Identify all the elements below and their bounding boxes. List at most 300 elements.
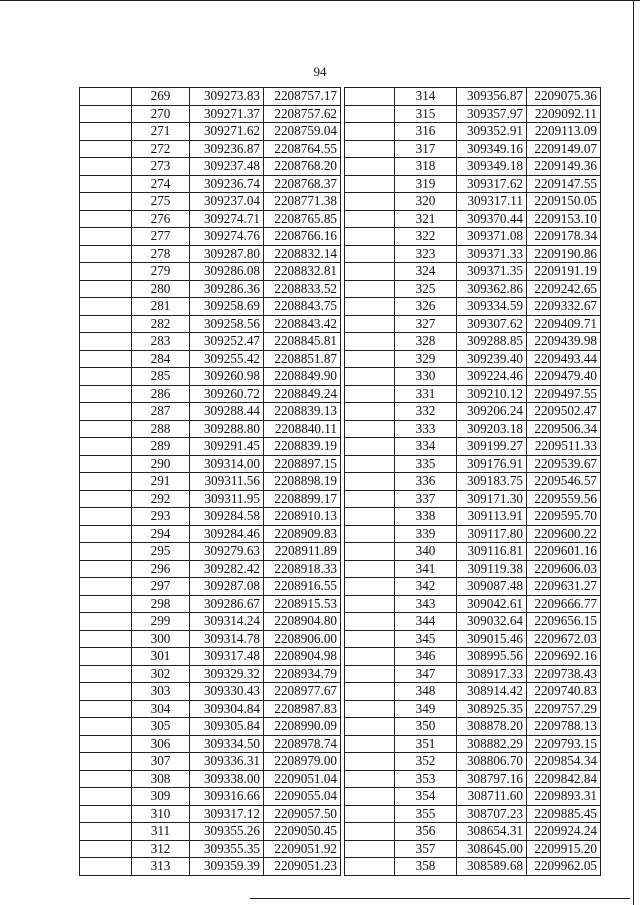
point-number-cell: 357	[395, 840, 457, 858]
y-coordinate-cell: 2209546.57	[527, 473, 601, 491]
x-coordinate-cell: 309371.08	[457, 228, 527, 246]
y-coordinate-cell: 2209092.11	[527, 105, 601, 123]
y-coordinate-cell: 2209559.56	[527, 490, 601, 508]
y-coordinate-cell: 2208990.09	[264, 718, 341, 736]
y-coordinate-cell: 2209600.22	[527, 525, 601, 543]
point-number-cell: 306	[132, 735, 190, 753]
empty-cell	[345, 210, 395, 228]
x-coordinate-cell: 309359.39	[190, 858, 264, 876]
y-coordinate-cell: 2209854.34	[527, 753, 601, 771]
empty-cell	[345, 175, 395, 193]
empty-cell	[80, 245, 132, 263]
point-number-cell: 309	[132, 788, 190, 806]
x-coordinate-cell: 309113.91	[457, 508, 527, 526]
empty-cell	[80, 525, 132, 543]
empty-cell	[80, 788, 132, 806]
table-row	[345, 630, 601, 648]
point-number-cell: 275	[132, 193, 190, 211]
empty-cell	[345, 368, 395, 386]
table-row	[80, 788, 341, 806]
table-row	[80, 228, 341, 246]
x-coordinate-cell: 309274.76	[190, 228, 264, 246]
x-coordinate-cell: 309334.59	[457, 298, 527, 316]
point-number-cell: 331	[395, 385, 457, 403]
table-row	[345, 210, 601, 228]
y-coordinate-cell: 2209692.16	[527, 648, 601, 666]
x-coordinate-cell: 309362.86	[457, 280, 527, 298]
y-coordinate-cell: 2209051.92	[264, 840, 341, 858]
x-coordinate-cell: 309042.61	[457, 595, 527, 613]
table-row	[345, 333, 601, 351]
y-coordinate-cell: 2209788.13	[527, 718, 601, 736]
empty-cell	[345, 508, 395, 526]
y-coordinate-cell: 2208833.52	[264, 280, 341, 298]
table-row	[345, 560, 601, 578]
empty-cell	[80, 158, 132, 176]
empty-cell	[345, 333, 395, 351]
x-coordinate-cell: 309336.31	[190, 753, 264, 771]
x-coordinate-cell: 309314.00	[190, 455, 264, 473]
table-row	[80, 648, 341, 666]
x-coordinate-cell: 309258.56	[190, 315, 264, 333]
point-number-cell: 326	[395, 298, 457, 316]
point-number-cell: 315	[395, 105, 457, 123]
point-number-cell: 318	[395, 158, 457, 176]
table-row	[80, 298, 341, 316]
point-number-cell: 316	[395, 123, 457, 141]
point-number-cell: 288	[132, 420, 190, 438]
table-row	[345, 368, 601, 386]
y-coordinate-cell: 2209479.40	[527, 368, 601, 386]
empty-cell	[80, 735, 132, 753]
point-number-cell: 303	[132, 683, 190, 701]
y-coordinate-cell: 2208904.98	[264, 648, 341, 666]
y-coordinate-cell: 2208910.13	[264, 508, 341, 526]
y-coordinate-cell: 2208757.17	[264, 88, 341, 106]
table-row	[80, 245, 341, 263]
table-row	[80, 805, 341, 823]
y-coordinate-cell: 2209050.45	[264, 823, 341, 841]
x-coordinate-cell: 309329.32	[190, 665, 264, 683]
empty-cell	[80, 280, 132, 298]
empty-cell	[345, 595, 395, 613]
empty-cell	[80, 403, 132, 421]
point-number-cell: 305	[132, 718, 190, 736]
empty-cell	[80, 140, 132, 158]
empty-cell	[345, 630, 395, 648]
empty-cell	[345, 578, 395, 596]
y-coordinate-cell: 2208771.38	[264, 193, 341, 211]
x-coordinate-cell: 309317.12	[190, 805, 264, 823]
x-coordinate-cell: 309314.24	[190, 613, 264, 631]
y-coordinate-cell: 2208978.74	[264, 735, 341, 753]
table-row	[80, 438, 341, 456]
x-coordinate-cell: 309260.98	[190, 368, 264, 386]
empty-cell	[80, 350, 132, 368]
x-coordinate-cell: 309260.72	[190, 385, 264, 403]
table-row	[345, 613, 601, 631]
y-coordinate-cell: 2209962.05	[527, 858, 601, 876]
point-number-cell: 336	[395, 473, 457, 491]
table-row	[80, 263, 341, 281]
table-row	[80, 683, 341, 701]
empty-cell	[80, 805, 132, 823]
empty-cell	[80, 753, 132, 771]
point-number-cell: 299	[132, 613, 190, 631]
x-coordinate-cell: 308654.31	[457, 823, 527, 841]
y-coordinate-cell: 2208918.33	[264, 560, 341, 578]
y-coordinate-cell: 2209439.98	[527, 333, 601, 351]
x-coordinate-cell: 309317.48	[190, 648, 264, 666]
y-coordinate-cell: 2209601.16	[527, 543, 601, 561]
x-coordinate-cell: 309119.38	[457, 560, 527, 578]
point-number-cell: 312	[132, 840, 190, 858]
table-row	[345, 438, 601, 456]
table-row	[80, 823, 341, 841]
empty-cell	[345, 315, 395, 333]
table-row	[345, 123, 601, 141]
y-coordinate-cell: 2208839.13	[264, 403, 341, 421]
empty-cell	[345, 438, 395, 456]
x-coordinate-cell: 309117.80	[457, 525, 527, 543]
empty-cell	[80, 105, 132, 123]
y-coordinate-cell: 2208843.42	[264, 315, 341, 333]
empty-cell	[80, 840, 132, 858]
empty-cell	[345, 823, 395, 841]
x-coordinate-cell: 309284.46	[190, 525, 264, 543]
point-number-cell: 285	[132, 368, 190, 386]
y-coordinate-cell: 2208916.55	[264, 578, 341, 596]
y-coordinate-cell: 2209332.67	[527, 298, 601, 316]
x-coordinate-cell: 309286.36	[190, 280, 264, 298]
x-coordinate-cell: 309237.04	[190, 193, 264, 211]
table-row	[80, 280, 341, 298]
y-coordinate-cell: 2209191.19	[527, 263, 601, 281]
point-number-cell: 294	[132, 525, 190, 543]
x-coordinate-cell: 309286.08	[190, 263, 264, 281]
x-coordinate-cell: 308806.70	[457, 753, 527, 771]
empty-cell	[345, 753, 395, 771]
empty-cell	[80, 420, 132, 438]
x-coordinate-cell: 309282.42	[190, 560, 264, 578]
point-number-cell: 310	[132, 805, 190, 823]
table-row	[80, 455, 341, 473]
right-rule	[633, 0, 634, 905]
table-row	[345, 858, 601, 876]
empty-cell	[345, 840, 395, 858]
empty-cell	[80, 648, 132, 666]
x-coordinate-cell: 309349.16	[457, 140, 527, 158]
table-row	[80, 543, 341, 561]
x-coordinate-cell: 309356.87	[457, 88, 527, 106]
table-row	[345, 228, 601, 246]
empty-cell	[80, 123, 132, 141]
point-number-cell: 322	[395, 228, 457, 246]
point-number-cell: 274	[132, 175, 190, 193]
point-number-cell: 277	[132, 228, 190, 246]
empty-cell	[345, 158, 395, 176]
table-row	[345, 718, 601, 736]
y-coordinate-cell: 2209493.44	[527, 350, 601, 368]
empty-cell	[345, 788, 395, 806]
empty-cell	[80, 665, 132, 683]
y-coordinate-cell: 2209051.23	[264, 858, 341, 876]
x-coordinate-cell: 309311.56	[190, 473, 264, 491]
x-coordinate-cell: 309224.46	[457, 368, 527, 386]
x-coordinate-cell: 309349.18	[457, 158, 527, 176]
y-coordinate-cell: 2209150.05	[527, 193, 601, 211]
point-number-cell: 292	[132, 490, 190, 508]
y-coordinate-cell: 2209149.36	[527, 158, 601, 176]
point-number-cell: 344	[395, 613, 457, 631]
x-coordinate-cell: 309255.42	[190, 350, 264, 368]
x-coordinate-cell: 309314.78	[190, 630, 264, 648]
point-number-cell: 346	[395, 648, 457, 666]
point-number-cell: 293	[132, 508, 190, 526]
table-row	[80, 630, 341, 648]
x-coordinate-cell: 309316.66	[190, 788, 264, 806]
point-number-cell: 290	[132, 455, 190, 473]
y-coordinate-cell: 2209153.10	[527, 210, 601, 228]
x-coordinate-cell: 309271.62	[190, 123, 264, 141]
empty-cell	[80, 385, 132, 403]
x-coordinate-cell: 309239.40	[457, 350, 527, 368]
x-coordinate-cell: 308925.35	[457, 700, 527, 718]
top-rule	[0, 0, 640, 1]
y-coordinate-cell: 2209793.15	[527, 735, 601, 753]
point-number-cell: 327	[395, 315, 457, 333]
table-row	[345, 683, 601, 701]
point-number-cell: 297	[132, 578, 190, 596]
x-coordinate-cell: 309287.80	[190, 245, 264, 263]
point-number-cell: 295	[132, 543, 190, 561]
table-row	[80, 333, 341, 351]
empty-cell	[80, 630, 132, 648]
x-coordinate-cell: 308917.33	[457, 665, 527, 683]
point-number-cell: 302	[132, 665, 190, 683]
x-coordinate-cell: 309352.91	[457, 123, 527, 141]
y-coordinate-cell: 2209915.20	[527, 840, 601, 858]
empty-cell	[80, 438, 132, 456]
table-row	[345, 263, 601, 281]
x-coordinate-cell: 309330.43	[190, 683, 264, 701]
table-row	[345, 385, 601, 403]
point-number-cell: 334	[395, 438, 457, 456]
table-row	[80, 210, 341, 228]
x-coordinate-cell: 309116.81	[457, 543, 527, 561]
y-coordinate-cell: 2209893.31	[527, 788, 601, 806]
y-coordinate-cell: 2209672.03	[527, 630, 601, 648]
x-coordinate-cell: 309271.37	[190, 105, 264, 123]
empty-cell	[80, 683, 132, 701]
point-number-cell: 332	[395, 403, 457, 421]
y-coordinate-cell: 2208840.11	[264, 420, 341, 438]
empty-cell	[345, 245, 395, 263]
y-coordinate-cell: 2208915.53	[264, 595, 341, 613]
empty-cell	[345, 350, 395, 368]
x-coordinate-cell: 309087.48	[457, 578, 527, 596]
x-coordinate-cell: 309305.84	[190, 718, 264, 736]
x-coordinate-cell: 309371.33	[457, 245, 527, 263]
point-number-cell: 351	[395, 735, 457, 753]
table-row	[345, 735, 601, 753]
table-row	[80, 105, 341, 123]
empty-cell	[80, 298, 132, 316]
y-coordinate-cell: 2208911.89	[264, 543, 341, 561]
table-row	[345, 508, 601, 526]
point-number-cell: 321	[395, 210, 457, 228]
table-row	[345, 578, 601, 596]
y-coordinate-cell: 2209506.34	[527, 420, 601, 438]
point-number-cell: 298	[132, 595, 190, 613]
x-coordinate-cell: 309287.08	[190, 578, 264, 596]
empty-cell	[80, 333, 132, 351]
x-coordinate-cell: 308878.20	[457, 718, 527, 736]
x-coordinate-cell: 309334.50	[190, 735, 264, 753]
y-coordinate-cell: 2208839.19	[264, 438, 341, 456]
point-number-cell: 300	[132, 630, 190, 648]
point-number-cell: 325	[395, 280, 457, 298]
point-number-cell: 343	[395, 595, 457, 613]
y-coordinate-cell: 2208768.37	[264, 175, 341, 193]
table-row	[80, 123, 341, 141]
y-coordinate-cell: 2209242.65	[527, 280, 601, 298]
point-number-cell: 314	[395, 88, 457, 106]
table-row	[345, 525, 601, 543]
table-row	[345, 805, 601, 823]
table-row	[345, 823, 601, 841]
empty-cell	[80, 578, 132, 596]
point-number-cell: 335	[395, 455, 457, 473]
x-coordinate-cell: 309252.47	[190, 333, 264, 351]
empty-cell	[345, 473, 395, 491]
empty-cell	[345, 735, 395, 753]
x-coordinate-cell: 309284.58	[190, 508, 264, 526]
empty-cell	[80, 560, 132, 578]
point-number-cell: 311	[132, 823, 190, 841]
point-number-cell: 339	[395, 525, 457, 543]
y-coordinate-cell: 2209147.55	[527, 175, 601, 193]
x-coordinate-cell: 309199.27	[457, 438, 527, 456]
y-coordinate-cell: 2209149.07	[527, 140, 601, 158]
y-coordinate-cell: 2209539.67	[527, 455, 601, 473]
y-coordinate-cell: 2208765.85	[264, 210, 341, 228]
point-number-cell: 271	[132, 123, 190, 141]
empty-cell	[80, 455, 132, 473]
x-coordinate-cell: 309258.69	[190, 298, 264, 316]
y-coordinate-cell: 2209051.04	[264, 770, 341, 788]
empty-cell	[345, 298, 395, 316]
empty-cell	[80, 193, 132, 211]
empty-cell	[345, 385, 395, 403]
empty-cell	[80, 473, 132, 491]
x-coordinate-cell: 309304.84	[190, 700, 264, 718]
y-coordinate-cell: 2208832.81	[264, 263, 341, 281]
point-number-cell: 286	[132, 385, 190, 403]
table-row	[345, 403, 601, 421]
point-number-cell: 342	[395, 578, 457, 596]
y-coordinate-cell: 2208849.90	[264, 368, 341, 386]
point-number-cell: 304	[132, 700, 190, 718]
y-coordinate-cell: 2209055.04	[264, 788, 341, 806]
empty-cell	[345, 455, 395, 473]
point-number-cell: 324	[395, 263, 457, 281]
x-coordinate-cell: 309237.48	[190, 158, 264, 176]
point-number-cell: 307	[132, 753, 190, 771]
point-number-cell: 340	[395, 543, 457, 561]
empty-cell	[80, 228, 132, 246]
table-row	[345, 193, 601, 211]
empty-cell	[80, 315, 132, 333]
x-coordinate-cell: 309317.62	[457, 175, 527, 193]
empty-cell	[80, 368, 132, 386]
empty-cell	[345, 420, 395, 438]
point-number-cell: 358	[395, 858, 457, 876]
empty-cell	[80, 770, 132, 788]
table-row	[80, 718, 341, 736]
y-coordinate-cell: 2209606.03	[527, 560, 601, 578]
x-coordinate-cell: 309355.35	[190, 840, 264, 858]
y-coordinate-cell: 2208766.16	[264, 228, 341, 246]
y-coordinate-cell: 2209656.15	[527, 613, 601, 631]
x-coordinate-cell: 309176.91	[457, 455, 527, 473]
y-coordinate-cell: 2208845.81	[264, 333, 341, 351]
coordinates-table-right	[344, 87, 601, 876]
empty-cell	[345, 648, 395, 666]
y-coordinate-cell: 2209190.86	[527, 245, 601, 263]
point-number-cell: 317	[395, 140, 457, 158]
empty-cell	[345, 193, 395, 211]
x-coordinate-cell: 309357.97	[457, 105, 527, 123]
point-number-cell: 281	[132, 298, 190, 316]
table-row	[80, 315, 341, 333]
table-row	[345, 455, 601, 473]
table-row	[80, 613, 341, 631]
y-coordinate-cell: 2208897.15	[264, 455, 341, 473]
table-row	[345, 315, 601, 333]
point-number-cell: 345	[395, 630, 457, 648]
page-number: 94	[313, 64, 327, 79]
point-number-cell: 276	[132, 210, 190, 228]
y-coordinate-cell: 2209075.36	[527, 88, 601, 106]
point-number-cell: 333	[395, 420, 457, 438]
y-coordinate-cell: 2209497.55	[527, 385, 601, 403]
table-row	[80, 753, 341, 771]
y-coordinate-cell: 2209924.24	[527, 823, 601, 841]
y-coordinate-cell: 2208764.55	[264, 140, 341, 158]
table-row	[80, 385, 341, 403]
point-number-cell: 270	[132, 105, 190, 123]
y-coordinate-cell: 2208987.83	[264, 700, 341, 718]
point-number-cell: 287	[132, 403, 190, 421]
y-coordinate-cell: 2209178.34	[527, 228, 601, 246]
point-number-cell: 337	[395, 490, 457, 508]
table-row	[345, 158, 601, 176]
table-row	[80, 735, 341, 753]
point-number-cell: 273	[132, 158, 190, 176]
y-coordinate-cell: 2209842.84	[527, 770, 601, 788]
x-coordinate-cell: 309288.80	[190, 420, 264, 438]
table-row	[80, 578, 341, 596]
point-number-cell: 328	[395, 333, 457, 351]
table-row	[80, 420, 341, 438]
y-coordinate-cell: 2208832.14	[264, 245, 341, 263]
x-coordinate-cell: 308995.56	[457, 648, 527, 666]
empty-cell	[80, 613, 132, 631]
empty-cell	[345, 770, 395, 788]
x-coordinate-cell: 309307.62	[457, 315, 527, 333]
x-coordinate-cell: 309370.44	[457, 210, 527, 228]
